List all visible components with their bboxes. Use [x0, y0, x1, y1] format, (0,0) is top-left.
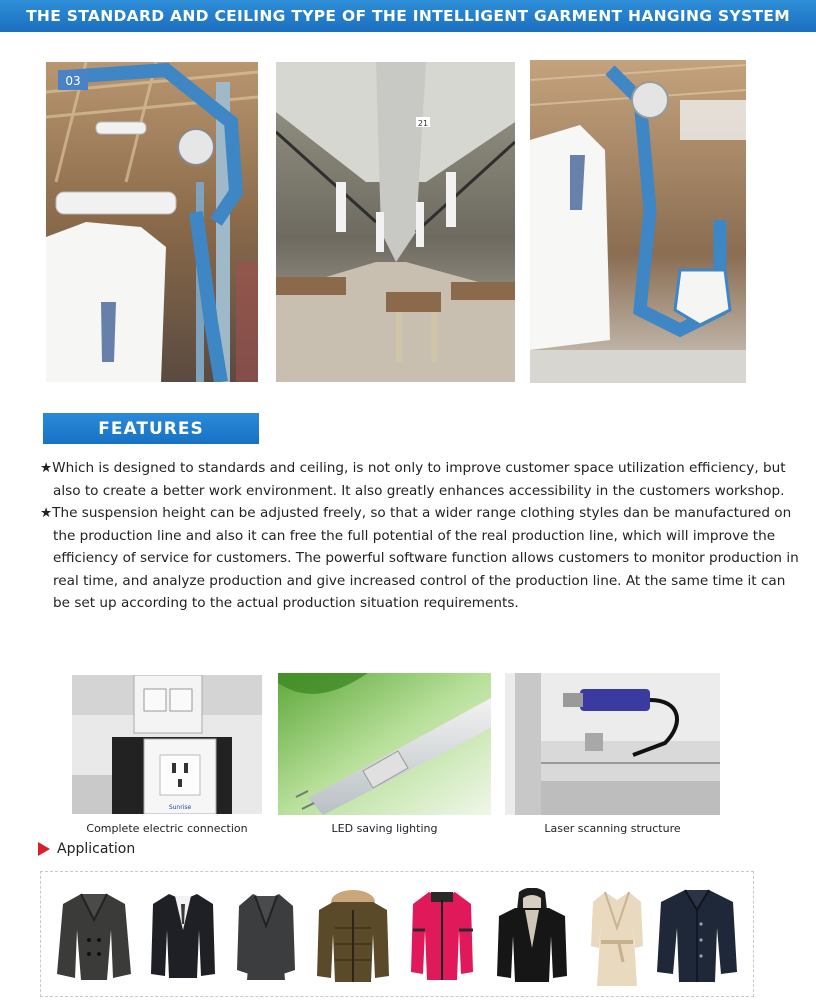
- socket-brand: Sunrise: [168, 804, 192, 811]
- hooded-jacket-icon: [497, 888, 567, 984]
- feature-item: ★Which is designed to standards and ceiling, is not only to improve customer space utilization efficiency, but also to create a better work environment. It also greatly enhances accessibility in the customers workshop.: [40, 460, 786, 499]
- page-title: THE STANDARD AND CEILING TYPE OF THE INTELLIGENT GARMENT HANGING SYSTEM: [26, 7, 790, 25]
- component-caption: Complete electric connection: [86, 822, 248, 835]
- laser-scanning-photo: [505, 673, 720, 815]
- pea-coat-icon: [55, 890, 133, 982]
- features-text: [40, 457, 800, 615]
- garment-carrier-photo: [530, 60, 746, 383]
- features-heading: FEATURES: [98, 418, 204, 439]
- down-parka-icon: [317, 888, 389, 984]
- workshop-rail-photo: [276, 62, 515, 382]
- station-label: 21: [417, 119, 429, 128]
- led-lighting-photo: [278, 673, 491, 815]
- station-label: 03: [65, 74, 81, 88]
- feature-item: ★The suspension height can be adjusted freely, so that a wider range clothing styles dan be manufactured on the production line and also it can free the full potential of the real production line, which will improve the efficiency of service for customers. The powerful software function allows customers to monitor production in real time, and analyze production and give increased control of the production line. At the same time it can be set up according to the actual production situation requirements.: [40, 505, 799, 611]
- electric-connection-photo: [72, 675, 262, 814]
- page-title-banner: [0, 0, 816, 32]
- pink-jacket-icon: [409, 890, 475, 982]
- application-gallery: [40, 871, 754, 997]
- component-caption: LED saving lighting: [331, 822, 438, 835]
- hanging-carrier-photo: [46, 62, 258, 382]
- suit-jacket-icon: [149, 890, 217, 982]
- application-label: Application: [57, 841, 136, 857]
- application-heading: [38, 841, 135, 857]
- red-triangle-icon: [38, 842, 50, 856]
- fitted-coat-icon: [235, 890, 297, 982]
- features-heading-tab: [43, 413, 259, 444]
- component-caption: Laser scanning structure: [544, 822, 681, 835]
- work-coat-icon: [655, 888, 739, 984]
- bathrobe-icon: [589, 888, 645, 988]
